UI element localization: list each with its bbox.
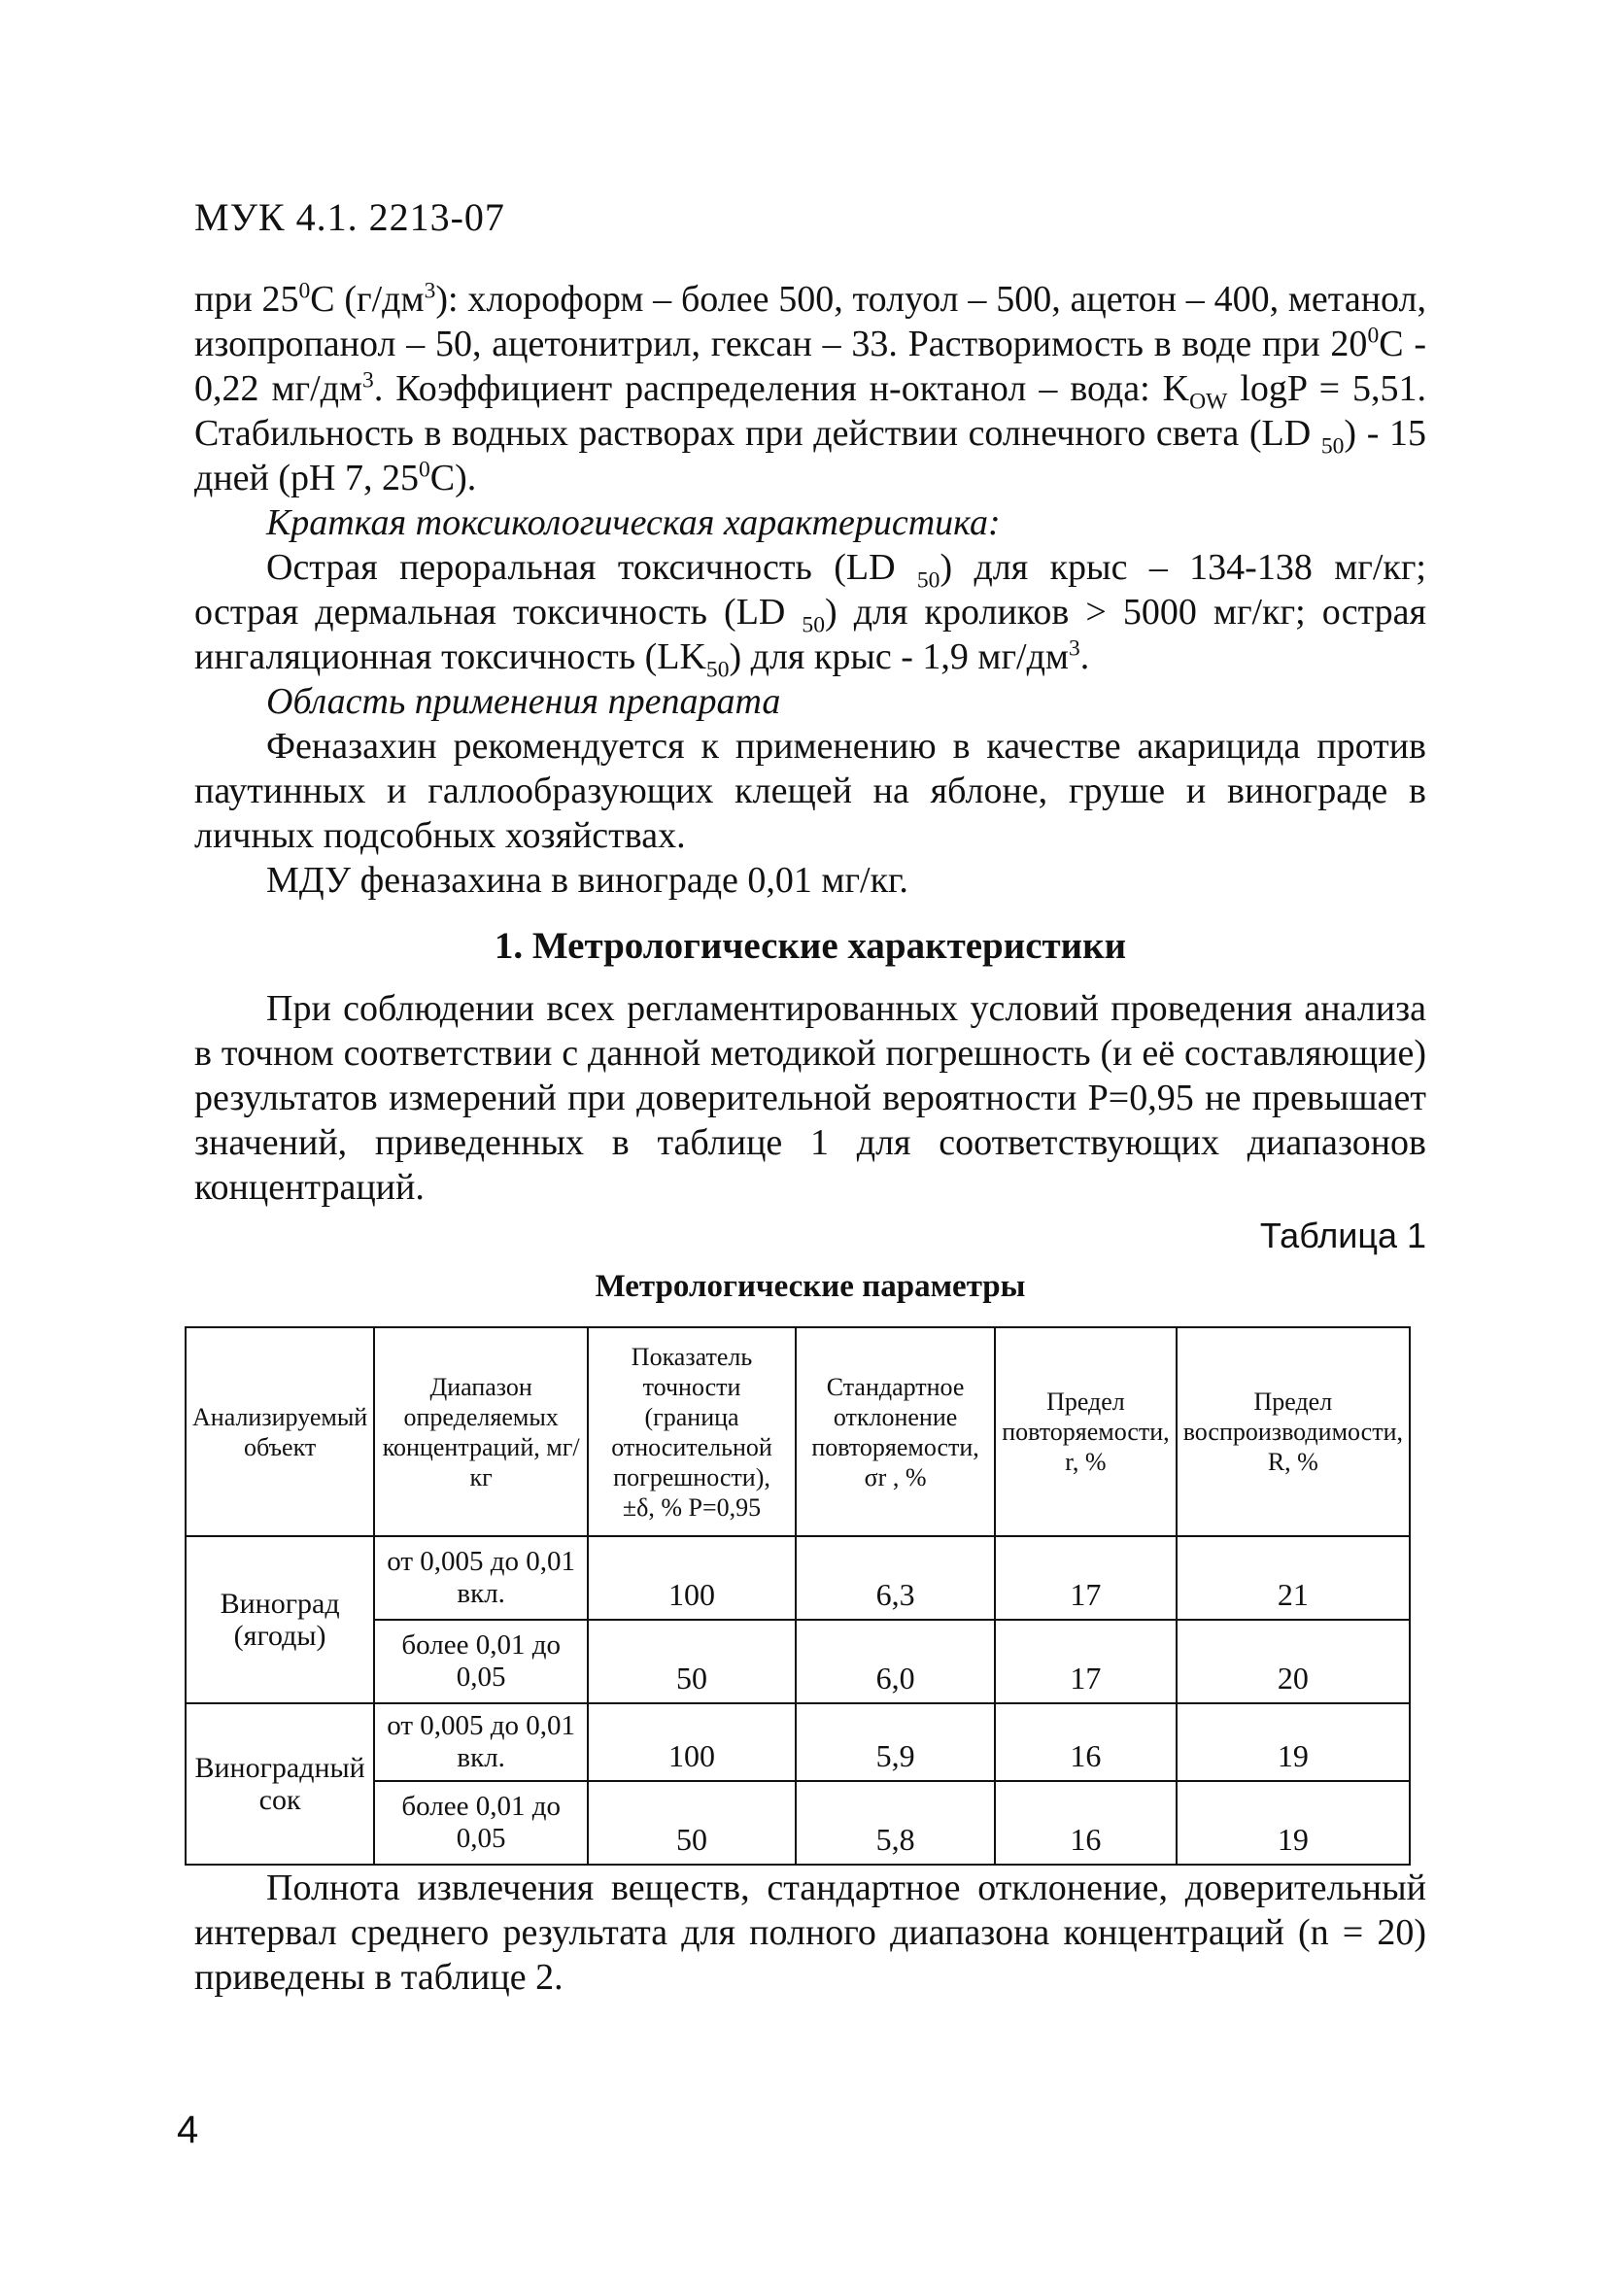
table-range-cell: от 0,005 до 0,01 вкл. <box>374 1536 588 1620</box>
table-cell: 20 <box>1177 1620 1410 1703</box>
table-row <box>186 1536 1410 1620</box>
table-object-cell: Виноград (ягоды) <box>186 1536 374 1703</box>
metrology-table <box>185 1326 1411 1866</box>
table-cell: 5,9 <box>796 1703 995 1781</box>
table-object-cell: Виноградный сок <box>186 1703 374 1865</box>
table-header-cell: Стандартное отклонение повторяемости, σr , % <box>796 1327 995 1536</box>
table-range-cell: более 0,01 до 0,05 <box>374 1620 588 1703</box>
table-cell: 50 <box>588 1620 796 1703</box>
table-cell: 19 <box>1177 1781 1410 1865</box>
table-cell: 17 <box>995 1620 1176 1703</box>
table-cell: 100 <box>588 1703 796 1781</box>
table-header-cell: Анализируемый объект <box>186 1327 374 1536</box>
table-cell: 19 <box>1177 1703 1410 1781</box>
table-header-row <box>186 1327 1410 1536</box>
scope-heading: Область применения препарата <box>266 681 781 722</box>
table-cell: 6,3 <box>796 1536 995 1620</box>
table-cell: 16 <box>995 1703 1176 1781</box>
section-title: 1. Метрологические характеристики <box>494 925 1127 967</box>
table-cell: 100 <box>588 1536 796 1620</box>
mdu-paragraph: МДУ феназахина в винограде 0,01 мг/кг. <box>266 860 908 901</box>
table-number: Таблица 1 <box>1259 1216 1426 1255</box>
solubility-paragraph: при $25^0С$ $(г/дм^3)$: хлороформ – более 500, толуол – 500, ацетон – 400, метанол, изопропанол – 50, ацетонитрил, гексан – 33. Растворимость в воде при $20^0С - 0,22$ $мг/дм^3$. Коэффициент распределения н-октанол – вода: $K_{OW}$ logP = 5,51. Стабильность в водных растворах при действии солнечного света (LD $_{50}$) - 15 дней (pH 7, $25^0C$). <box>194 278 1427 498</box>
document-header: МУК 4.1. 2213-07 <box>194 195 505 239</box>
table-header-cell: Показатель точности (граница относительной погрешности), ±δ, % Р=0,95 <box>588 1327 796 1536</box>
table-row <box>186 1703 1410 1781</box>
document-body <box>194 277 1426 2000</box>
table-cell: 6,0 <box>796 1620 995 1703</box>
after-table-paragraph: Полнота извлечения веществ, стандартное отклонение, доверительный интервал среднего результата для полного диапазона концентраций (n = 20) приведены в таблице 2. <box>194 1868 1426 1998</box>
section-paragraph: При соблюдении всех регламентированных условий проведения анализа в точном соответствии с данной методикой погрешность (и её составляющие) результатов измерений при доверительной вероятности Р=0,95 не превышает значений, приведенных в таблице 1 для соответствующих диапазонов концентраций. <box>194 988 1426 1208</box>
table-cell: 17 <box>995 1536 1176 1620</box>
table-range-cell: от 0,005 до 0,01 вкл. <box>374 1703 588 1781</box>
tox-heading: Краткая токсикологическая характеристика: <box>266 502 1001 543</box>
table-header-cell: Диапазон определяемых концентраций, мг/кг <box>374 1327 588 1536</box>
tox-paragraph: Острая пероральная токсичность (LD $_{50}$) для крыс – 134-138 мг/кг; острая дермальная токсичность (LD $_{50}$) для кроликов > 5000 мг/кг; острая ингаляционная токсичность $(LK_{50})$ для крыс - 1,9 $мг/дм^3$. <box>194 547 1426 683</box>
scope-paragraph: Феназахин рекомендуется к применению в качестве акарицида против паутинных и галлообразующих клещей на яблоне, груше и винограде в личных подсобных хозяйствах. <box>194 726 1426 856</box>
table-cell: 16 <box>995 1781 1176 1865</box>
table-range-cell: более 0,01 до 0,05 <box>374 1781 588 1865</box>
table-cell: 5,8 <box>796 1781 995 1865</box>
table-header-cell: Предел повторяемости, r, % <box>995 1327 1176 1536</box>
table-cell: 50 <box>588 1781 796 1865</box>
table-cell: 21 <box>1177 1536 1410 1620</box>
table-header-cell: Предел воспроизводимости, R, % <box>1177 1327 1410 1536</box>
table-title: Метрологические параметры <box>595 1269 1026 1304</box>
page-number: 4 <box>177 2108 199 2151</box>
